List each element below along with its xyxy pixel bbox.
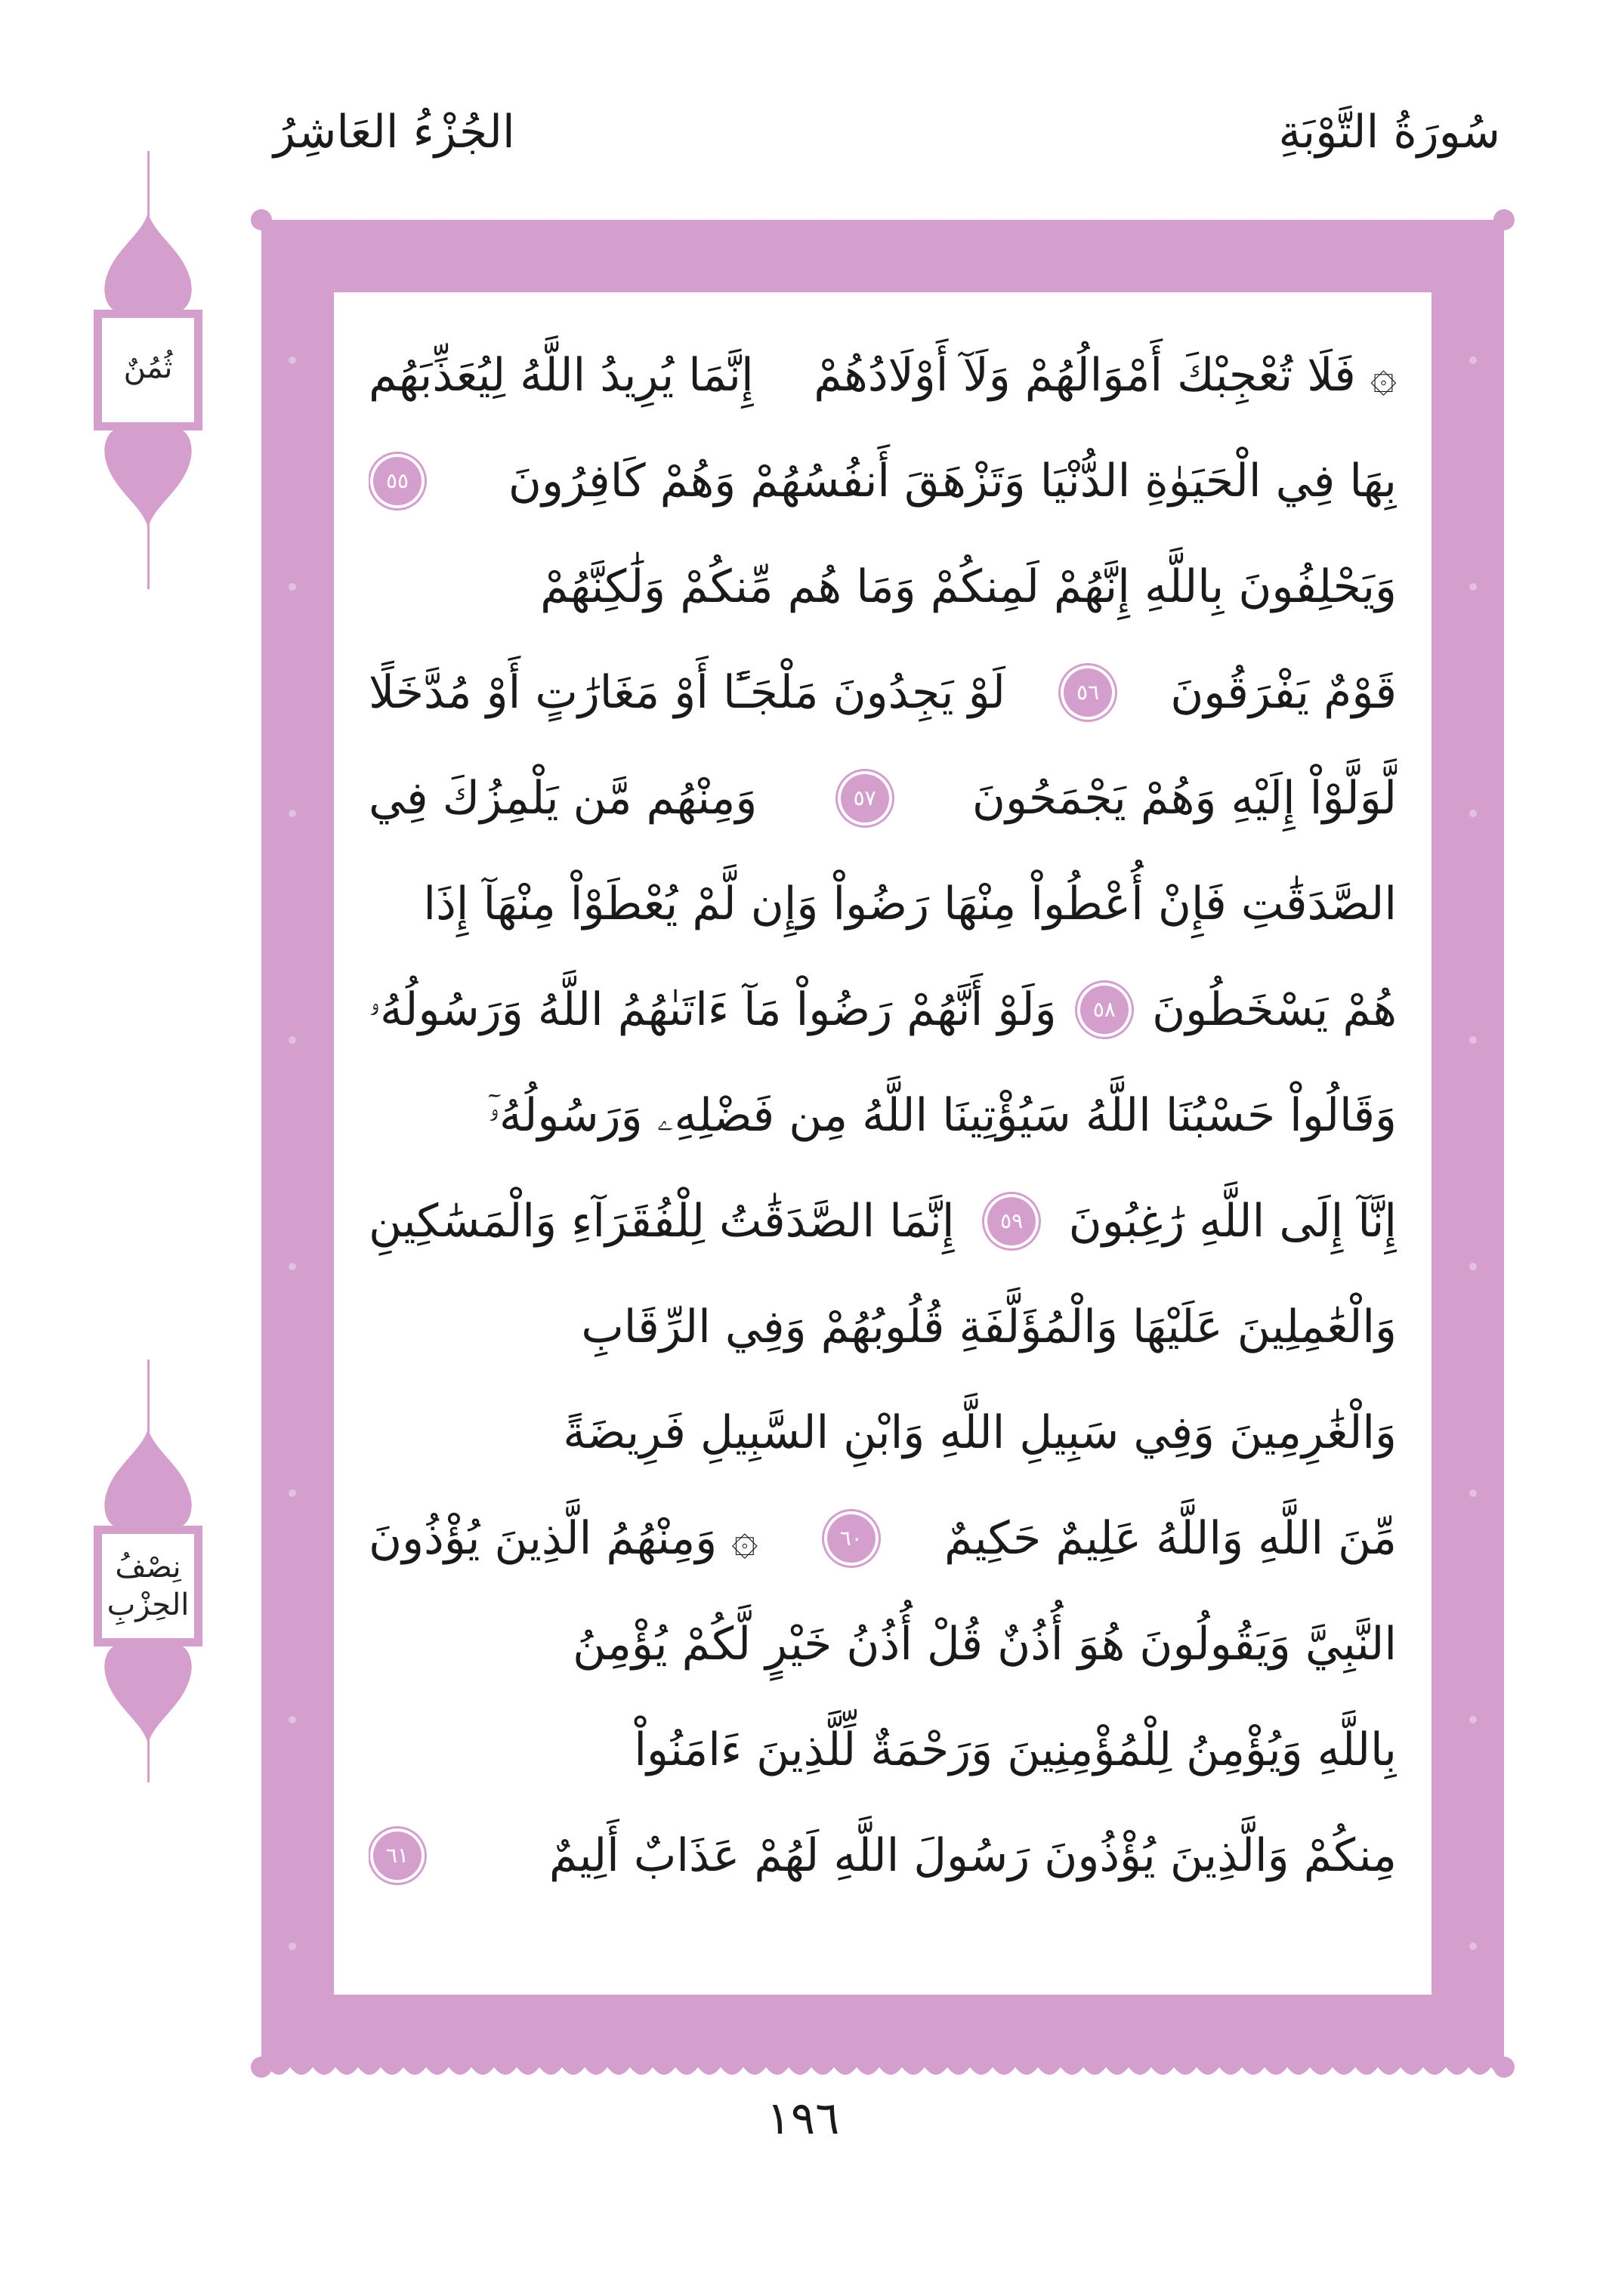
ayah-text-segment: وَيَحْلِفُونَ بِاللَّهِ إِنَّهُمْ لَمِنكُمْ وَمَا هُم مِّنكُمْ وَلَٰكِنَّهُمْ	[540, 560, 1397, 613]
ayah-text-segment: وَمِنْهُم مَّن يَلْمِزُكَ فِي	[369, 772, 758, 825]
nisf-label-line1: نِصْفُ	[115, 1550, 181, 1585]
page-number: ١٩٦	[766, 2092, 840, 2145]
ayah-text-segment: لَّوَلَّوْاْ إِلَيْهِ وَهُمْ يَجْمَحُونَ	[971, 772, 1397, 825]
page-frame	[251, 209, 1515, 2078]
ayah-number-marker: ٥٦	[1064, 668, 1112, 717]
ayah-text-segment: ۞ وَمِنْهُمُ الَّذِينَ يُؤْذُونَ	[369, 1512, 758, 1565]
ayah-line	[369, 1380, 1397, 1486]
ayah-line	[369, 1591, 1397, 1697]
ayah-line	[369, 851, 1397, 957]
ayah-line	[369, 322, 1397, 428]
ayah-text-segment: وَلَوْ أَنَّهُمْ رَضُواْ مَآ ءَاتَىٰهُمُ اللَّهُ وَرَسُولُهُۥ	[369, 983, 1057, 1036]
ayah-text-segment: الصَّدَقَٰتِ فَإِنْ أُعْطُواْ مِنْهَا رَضُواْ وَإِن لَّمْ يُعْطَوْاْ مِنْهَآ إِذَا	[423, 878, 1397, 930]
ayah-number-marker: ٥٨	[1080, 986, 1129, 1034]
ayah-line	[369, 1486, 1397, 1591]
ayah-text-segment: وَالْغَٰرِمِينَ وَفِي سَبِيلِ اللَّهِ وَابْنِ السَّبِيلِ فَرِيضَةً	[563, 1406, 1397, 1459]
nisf-label-line2: الحِزْبِ	[107, 1588, 190, 1622]
ayah-line	[369, 1803, 1397, 1909]
ayah-text-segment: إِنَّمَا يُرِيدُ اللَّهُ لِيُعَذِّبَهُم	[369, 349, 754, 402]
juz-name: الجُزْءُ العَاشِرُ	[273, 106, 515, 159]
ayah-number-marker: ٥٩	[987, 1197, 1036, 1245]
quran-text-panel	[334, 292, 1432, 1995]
nisf-hizb-marker	[91, 1420, 205, 1752]
ayah-number-marker: ٥٧	[841, 774, 889, 822]
ayah-text-segment: لَوْ يَجِدُونَ مَلْجَـًٔا أَوْ مَغَارَٰتٍ أَوْ مُدَّخَلًا	[369, 666, 1005, 719]
surah-name: سُورَةُ التَّوْبَةِ	[1278, 106, 1500, 159]
ayah-text-segment: مِّنَ اللَّهِ وَاللَّهُ عَلِيمٌ حَكِيمٌ	[944, 1512, 1397, 1565]
thumun-label: ثُمُنٌ	[123, 350, 173, 385]
ayah-number-marker: ٥٥	[373, 457, 422, 505]
ayah-text-segment: بِاللَّهِ وَيُؤْمِنُ لِلْمُؤْمِنِينَ وَرَحْمَةٌ لِّلَّذِينَ ءَامَنُواْ	[634, 1724, 1397, 1776]
ayah-text-segment: مِنكُمْ وَالَّذِينَ يُؤْذُونَ رَسُولَ اللَّهِ لَهُمْ عَذَابٌ أَلِيمٌ	[548, 1829, 1397, 1882]
ayah-line	[369, 1697, 1397, 1803]
ayah-text-segment: بِهَا فِي الْحَيَوٰةِ الدُّنْيَا وَتَزْهَقَ أَنفُسُهُمْ وَهُمْ كَافِرُونَ	[508, 455, 1397, 508]
ayah-text-segment: وَالْعَٰمِلِينَ عَلَيْهَا وَالْمُؤَلَّفَةِ قُلُوبُهُمْ وَفِي الرِّقَابِ	[581, 1301, 1397, 1353]
ayah-text-segment: النَّبِيَّ وَيَقُولُونَ هُوَ أُذُنٌ قُلْ أُذُنُ خَيْرٍ لَّكُمْ يُؤْمِنُ	[573, 1618, 1397, 1671]
ayah-line	[369, 745, 1397, 851]
ayah-line	[369, 1168, 1397, 1274]
ayah-text-segment: إِنَّآ إِلَى اللَّهِ رَٰغِبُونَ	[1068, 1195, 1397, 1248]
thumun-marker	[91, 204, 205, 536]
ayah-text-segment: إِنَّمَا الصَّدَقَٰتُ لِلْفُقَرَآءِ وَالْمَسَٰكِينِ	[369, 1195, 955, 1248]
ayah-line	[369, 428, 1397, 534]
ayah-line	[369, 1063, 1397, 1168]
ayah-line	[369, 534, 1397, 640]
ayah-text-segment: وَقَالُواْ حَسْبُنَا اللَّهُ سَيُؤْتِينَا اللَّهُ مِن فَضْلِهِۦ وَرَسُولُهُۥٓ	[487, 1089, 1397, 1142]
ayah-number-marker: ٦١	[373, 1832, 422, 1880]
ayah-line	[369, 1274, 1397, 1380]
ayah-lines	[369, 322, 1397, 1909]
ayah-text-segment: قَوْمٌ يَفْرَقُونَ	[1170, 666, 1397, 719]
ayah-text-segment: ۞ فَلَا تُعْجِبْكَ أَمْوَالُهُمْ وَلَآ أَوْلَادُهُمْ	[814, 349, 1397, 402]
ayah-text-segment: هُمْ يَسْخَطُونَ	[1152, 983, 1397, 1036]
ayah-number-marker: ٦٠	[827, 1514, 876, 1563]
ayah-line	[369, 640, 1397, 745]
ayah-line	[369, 957, 1397, 1063]
